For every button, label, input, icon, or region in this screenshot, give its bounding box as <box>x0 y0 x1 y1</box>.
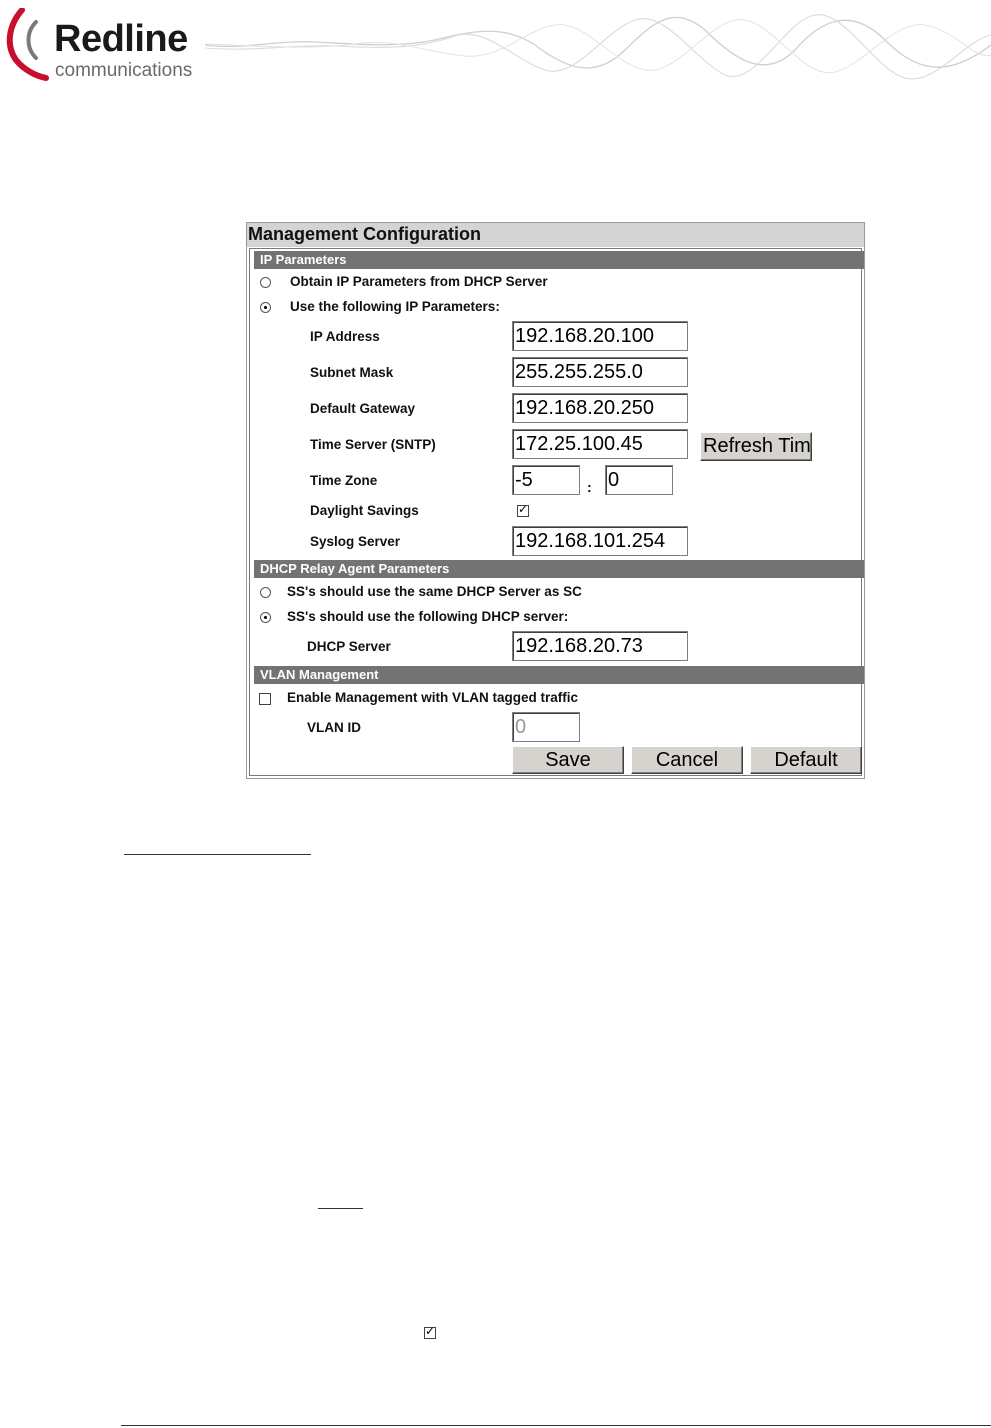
radio-following-dhcp-server[interactable] <box>260 612 271 623</box>
default-button[interactable]: Default <box>750 746 862 774</box>
same-dhcp-server-label: SS's should use the same DHCP Server as SC <box>287 584 582 599</box>
inline-checkbox-icon <box>424 1327 436 1339</box>
enable-vlan-label: Enable Management with VLAN tagged traffic <box>287 690 579 705</box>
redline-logo <box>6 8 216 83</box>
redline-logo-mark-icon <box>6 8 56 83</box>
time-zone-label: Time Zone <box>310 473 378 488</box>
heading-underline <box>124 854 311 855</box>
default-gateway-label: Default Gateway <box>310 401 416 416</box>
enable-vlan-checkbox[interactable] <box>259 693 271 705</box>
brand-subtitle: communications <box>55 60 193 81</box>
vlan-id-input[interactable]: 0 <box>512 712 580 742</box>
subnet-mask-input[interactable]: 255.255.255.0 <box>512 357 688 387</box>
dhcp-server-input[interactable]: 192.168.20.73 <box>512 631 688 661</box>
radio-use-following-ip[interactable] <box>260 302 271 313</box>
header-wave-decoration <box>205 0 991 95</box>
syslog-server-label: Syslog Server <box>310 534 401 549</box>
brand-name: Redline <box>54 18 188 60</box>
dhcp-server-label: DHCP Server <box>307 639 391 654</box>
save-button[interactable]: Save <box>512 746 624 774</box>
section-vlan-management: VLAN Management <box>254 666 864 684</box>
note-underline <box>318 1208 363 1209</box>
default-gateway-input[interactable]: 192.168.20.250 <box>512 393 688 423</box>
vlan-id-label: VLAN ID <box>307 720 361 735</box>
time-server-input[interactable]: 172.25.100.45 <box>512 429 688 459</box>
cancel-button[interactable]: Cancel <box>631 746 743 774</box>
obtain-dhcp-label: Obtain IP Parameters from DHCP Server <box>290 274 548 289</box>
subnet-mask-label: Subnet Mask <box>310 365 394 380</box>
panel-body <box>249 248 862 776</box>
ip-address-label: IP Address <box>310 329 380 344</box>
time-zone-minutes-input[interactable]: 0 <box>605 465 673 495</box>
radio-obtain-dhcp[interactable] <box>260 277 271 288</box>
management-configuration-panel <box>246 222 865 779</box>
refresh-time-button[interactable]: Refresh Tim <box>700 432 812 461</box>
daylight-savings-checkbox[interactable] <box>517 505 529 517</box>
daylight-savings-label: Daylight Savings <box>310 503 419 518</box>
panel-title: Management Configuration <box>247 223 864 247</box>
radio-same-dhcp-server[interactable] <box>260 587 271 598</box>
syslog-server-input[interactable]: 192.168.101.254 <box>512 526 688 556</box>
use-following-label: Use the following IP Parameters: <box>290 299 500 314</box>
ip-address-input[interactable]: 192.168.20.100 <box>512 321 688 351</box>
following-dhcp-server-label: SS's should use the following DHCP server: <box>287 609 569 624</box>
time-zone-hours-input[interactable]: -5 <box>512 465 580 495</box>
section-dhcp-relay: DHCP Relay Agent Parameters <box>254 560 864 578</box>
time-zone-separator: : <box>587 479 592 495</box>
time-server-label: Time Server (SNTP) <box>310 437 436 452</box>
footer-rule <box>121 1425 991 1426</box>
section-ip-parameters: IP Parameters <box>254 251 864 269</box>
